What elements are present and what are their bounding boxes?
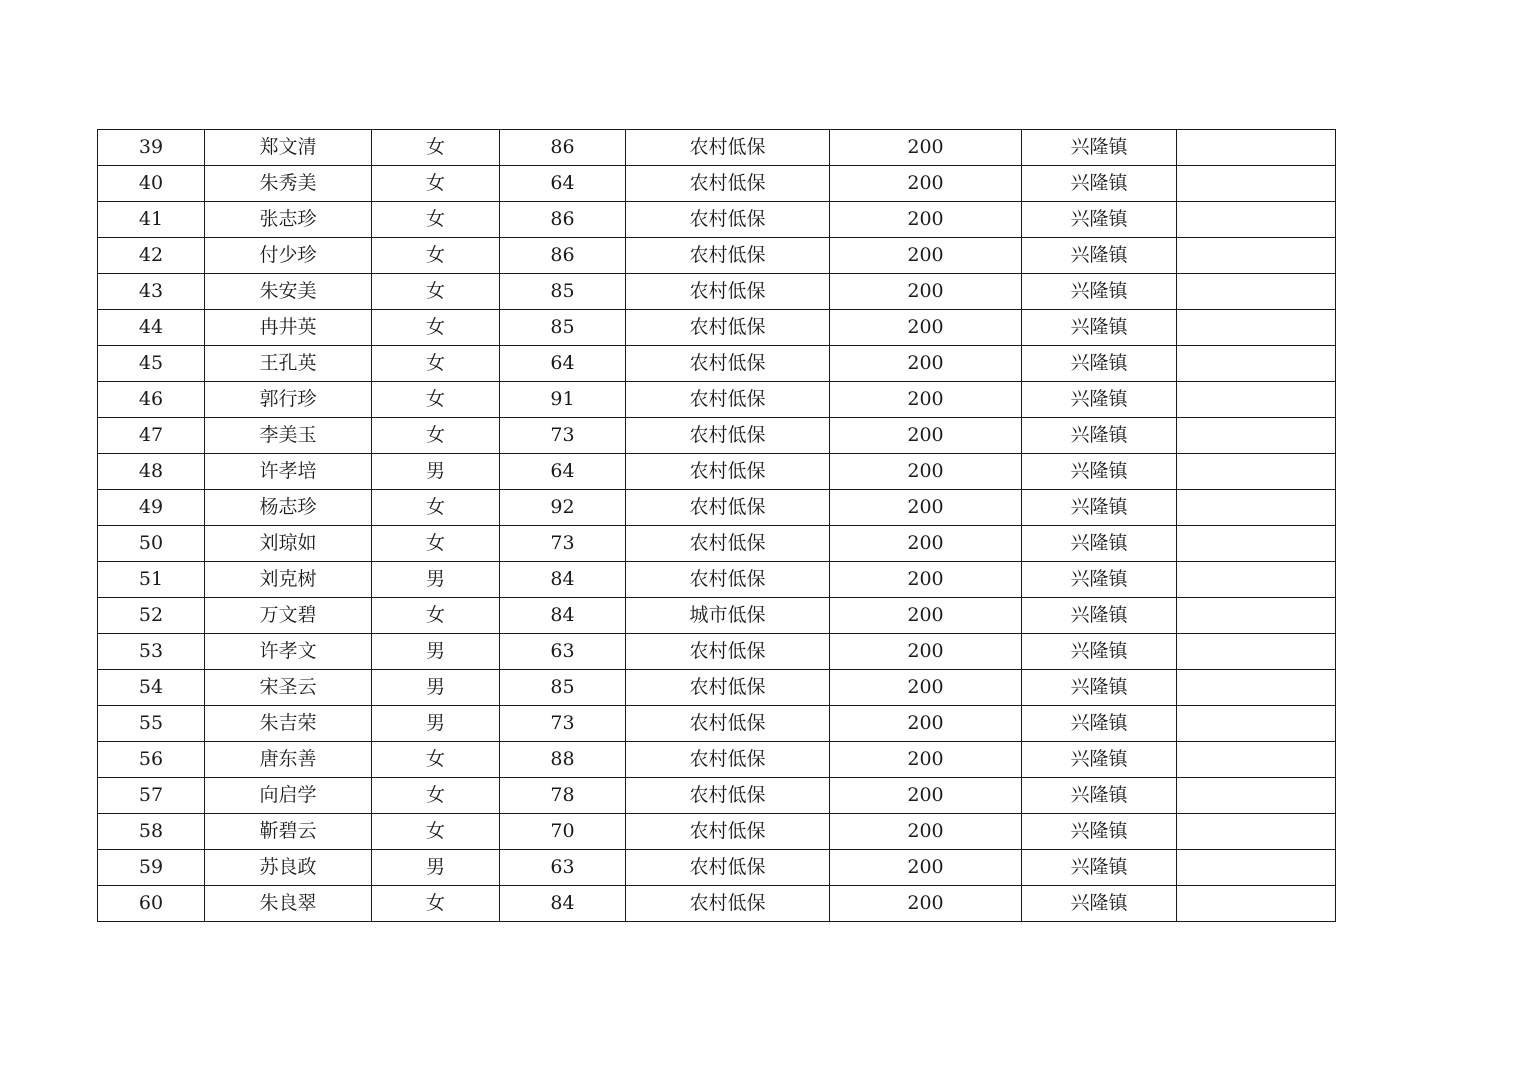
town-cell: 兴隆镇 bbox=[1022, 886, 1177, 922]
table-row bbox=[98, 814, 1336, 850]
age-cell: 63 bbox=[500, 850, 626, 886]
gender-cell: 女 bbox=[372, 814, 500, 850]
gender-cell: 女 bbox=[372, 526, 500, 562]
town-cell: 兴隆镇 bbox=[1022, 634, 1177, 670]
beneficiary-table bbox=[97, 129, 1336, 922]
amount-cell: 200 bbox=[830, 454, 1022, 490]
category-cell: 农村低保 bbox=[626, 310, 830, 346]
table-row bbox=[98, 778, 1336, 814]
town-cell: 兴隆镇 bbox=[1022, 454, 1177, 490]
row-number-cell: 49 bbox=[98, 490, 205, 526]
amount-cell: 200 bbox=[830, 130, 1022, 166]
age-cell: 85 bbox=[500, 310, 626, 346]
amount-cell: 200 bbox=[830, 706, 1022, 742]
note-cell bbox=[1177, 490, 1336, 526]
row-number-cell: 54 bbox=[98, 670, 205, 706]
note-cell bbox=[1177, 418, 1336, 454]
table-row bbox=[98, 202, 1336, 238]
row-number-cell: 51 bbox=[98, 562, 205, 598]
amount-cell: 200 bbox=[830, 562, 1022, 598]
town-cell: 兴隆镇 bbox=[1022, 238, 1177, 274]
town-cell: 兴隆镇 bbox=[1022, 526, 1177, 562]
age-cell: 86 bbox=[500, 130, 626, 166]
age-cell: 70 bbox=[500, 814, 626, 850]
table-row bbox=[98, 310, 1336, 346]
town-cell: 兴隆镇 bbox=[1022, 346, 1177, 382]
age-cell: 78 bbox=[500, 778, 626, 814]
town-cell: 兴隆镇 bbox=[1022, 202, 1177, 238]
note-cell bbox=[1177, 454, 1336, 490]
row-number-cell: 44 bbox=[98, 310, 205, 346]
name-cell: 杨志珍 bbox=[205, 490, 372, 526]
name-cell: 宋圣云 bbox=[205, 670, 372, 706]
age-cell: 64 bbox=[500, 166, 626, 202]
town-cell: 兴隆镇 bbox=[1022, 778, 1177, 814]
note-cell bbox=[1177, 382, 1336, 418]
town-cell: 兴隆镇 bbox=[1022, 490, 1177, 526]
age-cell: 63 bbox=[500, 634, 626, 670]
town-cell: 兴隆镇 bbox=[1022, 130, 1177, 166]
town-cell: 兴隆镇 bbox=[1022, 166, 1177, 202]
amount-cell: 200 bbox=[830, 166, 1022, 202]
table-row bbox=[98, 598, 1336, 634]
gender-cell: 女 bbox=[372, 238, 500, 274]
table-row bbox=[98, 382, 1336, 418]
note-cell bbox=[1177, 526, 1336, 562]
gender-cell: 女 bbox=[372, 274, 500, 310]
town-cell: 兴隆镇 bbox=[1022, 562, 1177, 598]
note-cell bbox=[1177, 778, 1336, 814]
town-cell: 兴隆镇 bbox=[1022, 418, 1177, 454]
amount-cell: 200 bbox=[830, 490, 1022, 526]
row-number-cell: 59 bbox=[98, 850, 205, 886]
category-cell: 农村低保 bbox=[626, 382, 830, 418]
table-row bbox=[98, 634, 1336, 670]
category-cell: 农村低保 bbox=[626, 526, 830, 562]
gender-cell: 女 bbox=[372, 886, 500, 922]
gender-cell: 女 bbox=[372, 418, 500, 454]
age-cell: 86 bbox=[500, 238, 626, 274]
note-cell bbox=[1177, 814, 1336, 850]
gender-cell: 男 bbox=[372, 850, 500, 886]
table-row bbox=[98, 346, 1336, 382]
gender-cell: 女 bbox=[372, 202, 500, 238]
category-cell: 农村低保 bbox=[626, 850, 830, 886]
row-number-cell: 42 bbox=[98, 238, 205, 274]
gender-cell: 女 bbox=[372, 490, 500, 526]
amount-cell: 200 bbox=[830, 886, 1022, 922]
gender-cell: 女 bbox=[372, 778, 500, 814]
category-cell: 农村低保 bbox=[626, 130, 830, 166]
row-number-cell: 43 bbox=[98, 274, 205, 310]
age-cell: 73 bbox=[500, 706, 626, 742]
name-cell: 朱秀美 bbox=[205, 166, 372, 202]
note-cell bbox=[1177, 310, 1336, 346]
gender-cell: 女 bbox=[372, 742, 500, 778]
name-cell: 向启学 bbox=[205, 778, 372, 814]
gender-cell: 女 bbox=[372, 130, 500, 166]
gender-cell: 女 bbox=[372, 166, 500, 202]
table-body bbox=[98, 130, 1336, 922]
gender-cell: 男 bbox=[372, 706, 500, 742]
town-cell: 兴隆镇 bbox=[1022, 274, 1177, 310]
name-cell: 靳碧云 bbox=[205, 814, 372, 850]
age-cell: 88 bbox=[500, 742, 626, 778]
gender-cell: 男 bbox=[372, 670, 500, 706]
name-cell: 李美玉 bbox=[205, 418, 372, 454]
category-cell: 农村低保 bbox=[626, 778, 830, 814]
category-cell: 农村低保 bbox=[626, 202, 830, 238]
age-cell: 85 bbox=[500, 274, 626, 310]
amount-cell: 200 bbox=[830, 274, 1022, 310]
note-cell bbox=[1177, 670, 1336, 706]
row-number-cell: 39 bbox=[98, 130, 205, 166]
note-cell bbox=[1177, 706, 1336, 742]
table-row bbox=[98, 886, 1336, 922]
age-cell: 84 bbox=[500, 886, 626, 922]
row-number-cell: 45 bbox=[98, 346, 205, 382]
row-number-cell: 48 bbox=[98, 454, 205, 490]
amount-cell: 200 bbox=[830, 202, 1022, 238]
category-cell: 城市低保 bbox=[626, 598, 830, 634]
note-cell bbox=[1177, 598, 1336, 634]
name-cell: 刘琼如 bbox=[205, 526, 372, 562]
name-cell: 付少珍 bbox=[205, 238, 372, 274]
row-number-cell: 46 bbox=[98, 382, 205, 418]
table-row bbox=[98, 166, 1336, 202]
name-cell: 刘克树 bbox=[205, 562, 372, 598]
row-number-cell: 57 bbox=[98, 778, 205, 814]
table-row bbox=[98, 130, 1336, 166]
age-cell: 84 bbox=[500, 562, 626, 598]
table-row bbox=[98, 418, 1336, 454]
name-cell: 冉井英 bbox=[205, 310, 372, 346]
category-cell: 农村低保 bbox=[626, 634, 830, 670]
name-cell: 唐东善 bbox=[205, 742, 372, 778]
town-cell: 兴隆镇 bbox=[1022, 706, 1177, 742]
amount-cell: 200 bbox=[830, 598, 1022, 634]
category-cell: 农村低保 bbox=[626, 706, 830, 742]
age-cell: 73 bbox=[500, 526, 626, 562]
note-cell bbox=[1177, 562, 1336, 598]
gender-cell: 女 bbox=[372, 310, 500, 346]
category-cell: 农村低保 bbox=[626, 238, 830, 274]
row-number-cell: 52 bbox=[98, 598, 205, 634]
town-cell: 兴隆镇 bbox=[1022, 670, 1177, 706]
name-cell: 朱良翠 bbox=[205, 886, 372, 922]
amount-cell: 200 bbox=[830, 346, 1022, 382]
table-row bbox=[98, 670, 1336, 706]
table-row bbox=[98, 238, 1336, 274]
town-cell: 兴隆镇 bbox=[1022, 310, 1177, 346]
amount-cell: 200 bbox=[830, 778, 1022, 814]
table-row bbox=[98, 526, 1336, 562]
category-cell: 农村低保 bbox=[626, 562, 830, 598]
note-cell bbox=[1177, 742, 1336, 778]
row-number-cell: 40 bbox=[98, 166, 205, 202]
amount-cell: 200 bbox=[830, 382, 1022, 418]
amount-cell: 200 bbox=[830, 418, 1022, 454]
category-cell: 农村低保 bbox=[626, 274, 830, 310]
gender-cell: 男 bbox=[372, 562, 500, 598]
name-cell: 苏良政 bbox=[205, 850, 372, 886]
amount-cell: 200 bbox=[830, 238, 1022, 274]
age-cell: 84 bbox=[500, 598, 626, 634]
category-cell: 农村低保 bbox=[626, 166, 830, 202]
table-row bbox=[98, 274, 1336, 310]
table-row bbox=[98, 706, 1336, 742]
note-cell bbox=[1177, 202, 1336, 238]
category-cell: 农村低保 bbox=[626, 742, 830, 778]
category-cell: 农村低保 bbox=[626, 346, 830, 382]
name-cell: 朱吉荣 bbox=[205, 706, 372, 742]
amount-cell: 200 bbox=[830, 742, 1022, 778]
name-cell: 朱安美 bbox=[205, 274, 372, 310]
row-number-cell: 53 bbox=[98, 634, 205, 670]
gender-cell: 女 bbox=[372, 598, 500, 634]
town-cell: 兴隆镇 bbox=[1022, 598, 1177, 634]
amount-cell: 200 bbox=[830, 634, 1022, 670]
town-cell: 兴隆镇 bbox=[1022, 382, 1177, 418]
amount-cell: 200 bbox=[830, 850, 1022, 886]
name-cell: 张志珍 bbox=[205, 202, 372, 238]
row-number-cell: 58 bbox=[98, 814, 205, 850]
age-cell: 73 bbox=[500, 418, 626, 454]
note-cell bbox=[1177, 346, 1336, 382]
amount-cell: 200 bbox=[830, 670, 1022, 706]
note-cell bbox=[1177, 274, 1336, 310]
category-cell: 农村低保 bbox=[626, 490, 830, 526]
table-row bbox=[98, 454, 1336, 490]
amount-cell: 200 bbox=[830, 310, 1022, 346]
category-cell: 农村低保 bbox=[626, 670, 830, 706]
gender-cell: 男 bbox=[372, 454, 500, 490]
age-cell: 64 bbox=[500, 454, 626, 490]
town-cell: 兴隆镇 bbox=[1022, 850, 1177, 886]
name-cell: 许孝培 bbox=[205, 454, 372, 490]
note-cell bbox=[1177, 850, 1336, 886]
note-cell bbox=[1177, 886, 1336, 922]
gender-cell: 男 bbox=[372, 634, 500, 670]
row-number-cell: 41 bbox=[98, 202, 205, 238]
name-cell: 郑文清 bbox=[205, 130, 372, 166]
table-row bbox=[98, 850, 1336, 886]
row-number-cell: 55 bbox=[98, 706, 205, 742]
name-cell: 郭行珍 bbox=[205, 382, 372, 418]
age-cell: 86 bbox=[500, 202, 626, 238]
note-cell bbox=[1177, 166, 1336, 202]
age-cell: 64 bbox=[500, 346, 626, 382]
gender-cell: 女 bbox=[372, 346, 500, 382]
name-cell: 万文碧 bbox=[205, 598, 372, 634]
table-row bbox=[98, 490, 1336, 526]
amount-cell: 200 bbox=[830, 526, 1022, 562]
town-cell: 兴隆镇 bbox=[1022, 814, 1177, 850]
category-cell: 农村低保 bbox=[626, 814, 830, 850]
row-number-cell: 50 bbox=[98, 526, 205, 562]
note-cell bbox=[1177, 130, 1336, 166]
age-cell: 91 bbox=[500, 382, 626, 418]
category-cell: 农村低保 bbox=[626, 886, 830, 922]
row-number-cell: 56 bbox=[98, 742, 205, 778]
category-cell: 农村低保 bbox=[626, 454, 830, 490]
age-cell: 92 bbox=[500, 490, 626, 526]
name-cell: 许孝文 bbox=[205, 634, 372, 670]
amount-cell: 200 bbox=[830, 814, 1022, 850]
note-cell bbox=[1177, 238, 1336, 274]
age-cell: 85 bbox=[500, 670, 626, 706]
name-cell: 王孔英 bbox=[205, 346, 372, 382]
table-row bbox=[98, 562, 1336, 598]
town-cell: 兴隆镇 bbox=[1022, 742, 1177, 778]
table-row bbox=[98, 742, 1336, 778]
row-number-cell: 60 bbox=[98, 886, 205, 922]
gender-cell: 女 bbox=[372, 382, 500, 418]
note-cell bbox=[1177, 634, 1336, 670]
row-number-cell: 47 bbox=[98, 418, 205, 454]
category-cell: 农村低保 bbox=[626, 418, 830, 454]
